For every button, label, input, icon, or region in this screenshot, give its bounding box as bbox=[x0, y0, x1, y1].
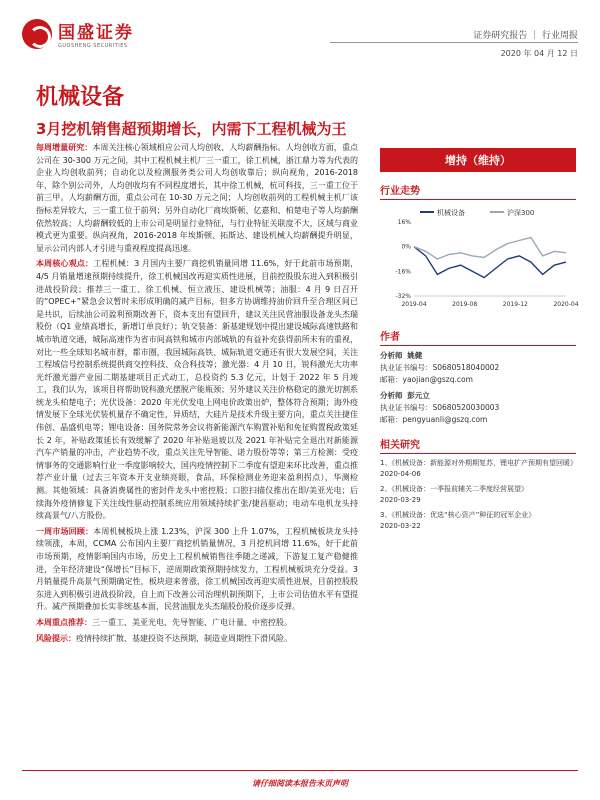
logo-cn: 国盛证券 bbox=[58, 23, 134, 43]
trend-chart bbox=[380, 204, 579, 314]
report-date: 2020 年 04 月 12 日 bbox=[500, 49, 578, 58]
related-list: 1、《机械设备：新能源对外期期复苏，锂电扩产预期有望回暖》 2020-04-06 2、《机械设备：一季报前辅关二季度经营展望》 2020-03-29 3、《机械设备：优选“核心资产”种征的冠军企业》 2020-03-22 bbox=[380, 459, 577, 530]
legend-b: 沪深300 bbox=[507, 209, 535, 217]
industry-name: 机械设备 bbox=[36, 85, 125, 110]
company-logo bbox=[22, 18, 134, 49]
legend-a: 机械设备 bbox=[437, 209, 465, 217]
core-views: 本周核心观点：工程机械：3 月国内主要厂商挖机销量同增 11.6%，好于此前市场预期，4/5 月销量增速预期持续提升，徐工机械国改再迎实质性进展，目前控股股东进入到积极引进战投阶段；推荐三一重工、徐工机械、恒立液压、建设机械等；油服：4 月 9 日召开的“OPEC+”紧急会议暂时未形成明确的减产目标，但多方协调维持油价回升至合理区间已是共识，后续油公司盈利预期改善下，资本支出有望回升，建议关注民营油服设备龙头杰瑞股份（Q1 业绩高增长，新增订单良好）；轨交装备：新基建规划中提出建设城际高速铁路和城市轨道交通，城际高速作为省市间高铁和城市内部城轨的有益补充获得前所未有的重视，对比一些全球知名城市群，都市圈，我国城际高铁、城际轨道交通还有很大发展空间，关注工程域信号控制系统提供商交控科技、众合科技等；激光器：4 月 10 日，锐科激光大功率光纤激光器产业园二期基建项目正式动工，总投资约 5.3 亿元，计划于 2022 年 5 月竣工，我们认为，该项目将帮助锐科激光摆脱产能瓶颈；另外建议关注价格稳定的激光切割系统龙头柏楚电子；光伏设备：2020 年光伏发电上网电价政策出炉，整体符合预期；海外疫情发展下全球光伏装机量存不确定性，异质结，大硅片是技术升级主要方向，重点关注捷佳伟创、晶盛机电等；锂电设备：国务院常务会议将新能源汽车购置补贴和免征购置税政策延长 2 年，补贴政策延长有效缓解了 2020 年补贴退坡以及 2021 年补贴完全退出对新能源汽车产销量的冲击，产业趋势不改，重点关注先导智能、诺力股份等等；第三方检测：受疫情事务的交通影响行业一季度影响较大，国内疫情控制下二季度有望迎来环比改善，重点推荐产业计量（过去三年资本开支业绩亮眼，食品，环保检测业务迎来盈利拐点），华测检测。其他领域：具备消费属性的密封件龙头中密控股；口腔扫描仪推出在即/美亚光电；后续海外疫情修复下关注线性驱动控制系统应用领域持续扩张/捷昌驱动；电动车电机龙头持续高景气/八方股份。 bbox=[36, 259, 358, 521]
analyst-title: 作者 bbox=[380, 328, 576, 346]
footer-divider bbox=[22, 770, 578, 771]
logo-icon bbox=[22, 19, 52, 49]
x-tick-label: 2020-04 bbox=[553, 301, 579, 308]
report-type: 证券研究报告 ｜ 行业周报 bbox=[473, 31, 578, 41]
header-divider bbox=[330, 42, 578, 43]
x-tick-label: 2019-12 bbox=[502, 301, 528, 308]
related-title: 相关研究 bbox=[380, 436, 576, 454]
trend-title: 行业走势 bbox=[380, 182, 576, 200]
y-tick-label: 0% bbox=[401, 243, 411, 251]
report-body bbox=[36, 142, 358, 648]
weekly-review: 一周市场回顾：本周机械板块上涨 1.23%，沪深 300 上升 1.07%，工程机械板块龙头持续领涨，本周，CCMA 公布国内主要厂商挖机销量情况，3 月挖机同增 11.6%，好于此前市场预期，疫情影响国内市场，历史上工程机械销售往季随之递减，下游复工复产稳健推进，全年经济建设“保增长”目标下，逆周期政策预期持续发力，工程机械板块充分受益。3 月销量提升高景气预期确定性，板块迎来普涨，徐工机械国改再迎实质性进展，目前控股股东进入到积极引进战投阶段，自上而下改善公司治理机制预期下，上市公司估值水平有望提升。减产预期叠加长实非统基本面，民营油服龙头杰瑞股份股价逐步反弹。 bbox=[36, 526, 358, 612]
weekly-research: 每周增量研究：本周关注核心领域相应公司人均创收、人均薪酬指标。人均创收方面，重点公司在 30-300 万元之间，其中工程机械主机厂三一重工，徐工机械，浙江鼎力等为代表的企业人均创收前列；自动化以及检测服务类公司人均创收靠后；纵向视角，2016-2018 年，除个别公司外，人均创收均有不同程度增长，其中徐工机械，杭可科技，三一重工位于前三甲。人均薪酬方面，重点公司在 10-30 万元之间；人均创收前列的工程机械主机厂该指标差异较大，三一重工位于前列；另外自动化厂商埃斯顿、亿嘉和、柏楚电子等人均薪酬依然较高；人均薪酬较低的上市公司是明显行业特征，与行业特征关联度不大，区域与商业模式更为重要。纵向视角，2016-2018 年埃斯顿、拓斯达、建设机械人均薪酬提升明显，显示公司内部人才引进与重视程度提高迅速。 bbox=[36, 143, 358, 253]
x-tick-label: 2019-04 bbox=[401, 301, 427, 308]
series-line bbox=[414, 247, 566, 278]
sidebar bbox=[380, 142, 579, 536]
recommendations: 本周重点推荐：三一重工、美亚光电、先导智能、广电计量、中密控股。 bbox=[36, 617, 292, 627]
report-title: 3月挖机销售超预期增长，内需下工程机械为王 bbox=[36, 120, 347, 138]
report-header bbox=[0, 0, 600, 70]
series-line bbox=[414, 237, 566, 259]
y-tick-label: -16% bbox=[395, 268, 411, 276]
analyst-block: 分析师 姚健 执业证书编号：S0680518040002 邮箱：yaojian@gszq.com 分析师 彭元立 执业证书编号：S0680520030003 邮箱：pengyuanli@gszq.com bbox=[380, 351, 500, 424]
risk-warning: 风险提示：疫情持续扩散、基建投资不达预期，制造业周期性下滑风险。 bbox=[36, 633, 292, 643]
logo-en: GUOSHENG SECURITIES bbox=[58, 43, 128, 49]
footer-note: 请仔细阅读本报告末页声明 bbox=[252, 779, 348, 788]
y-tick-label: -32% bbox=[395, 293, 411, 300]
y-tick-label: 16% bbox=[397, 219, 411, 226]
rating-badge: 增持（维持） bbox=[380, 148, 576, 172]
x-tick-label: 2019-08 bbox=[452, 301, 478, 308]
